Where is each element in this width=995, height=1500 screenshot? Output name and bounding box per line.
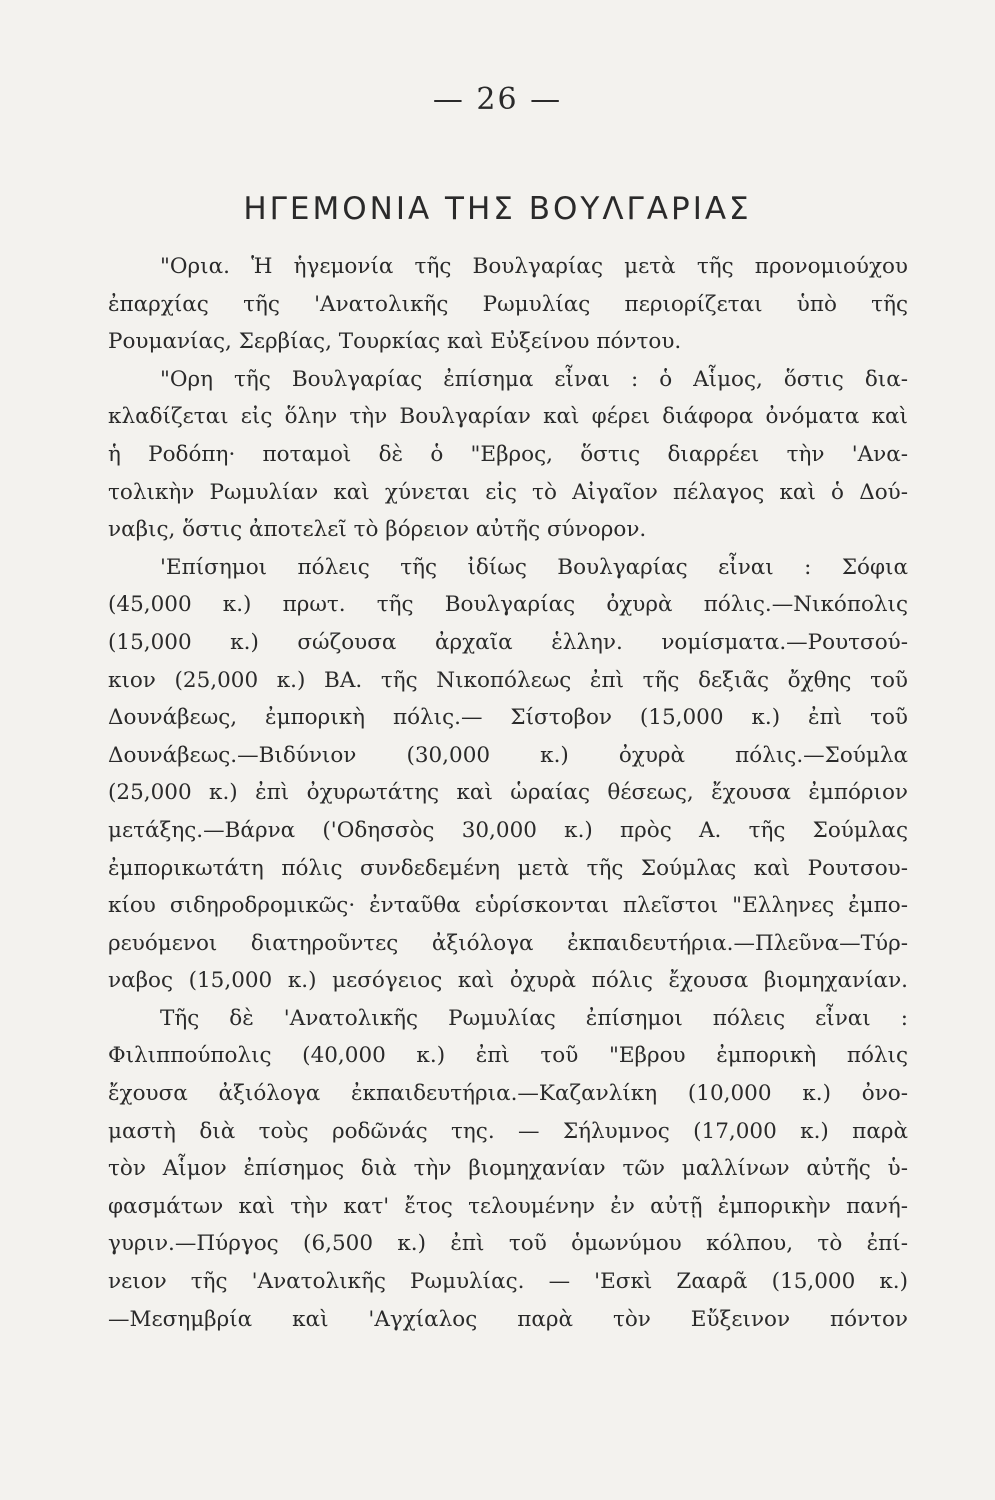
body-text xyxy=(108,248,908,1338)
text-line: κίου σιδηροδρομικῶς· ἐνταῦθα εὑρίσκονται πλεῖστοι "Ελληνες ἐμπο- xyxy=(108,893,908,919)
text-line: ναβος (15,000 κ.) μεσόγειος καὶ ὀχυρὰ πόλις ἔχουσα βιομηχανίαν. xyxy=(108,968,908,994)
text-line: κιον (25,000 κ.) ΒΑ. τῆς Νικοπόλεως ἐπὶ τῆς δεξιᾶς ὄχθης τοῦ xyxy=(108,667,908,693)
text-line: γυριν.—Πύργος (6,500 κ.) ἐπὶ τοῦ ὁμωνύμου κόλπου, τὸ ἐπί- xyxy=(108,1231,908,1257)
text-line: —Μεσημβρία καὶ 'Αγχίαλος παρὰ τὸν Εὔξεινον πόντον xyxy=(108,1306,908,1332)
text-line: Τῆς δὲ 'Ανατολικῆς Ρωμυλίας ἐπίσημοι πόλεις εἶναι : xyxy=(160,1005,908,1031)
text-line: μαστὴ διὰ τοὺς ροδῶνάς της. — Σήλυμνος (17,000 κ.) παρὰ xyxy=(108,1118,908,1144)
text-line: "Ορια. Ἡ ἡγεμονία τῆς Βουλγαρίας μετὰ τῆς προνομιούχου xyxy=(160,254,908,279)
text-line: Ρουμανίας, Σερβίας, Τουρκίας καὶ Εὐξείνου πόντου. xyxy=(108,329,682,355)
text-line: τολικὴν Ρωμυλίαν καὶ χύνεται εἰς τὸ Αἰγαῖον πέλαγος καὶ ὁ Δού- xyxy=(108,479,908,505)
text-line: Δουνάβεως, ἐμπορικὴ πόλις.— Σίστοβον (15,000 κ.) ἐπὶ τοῦ xyxy=(108,705,908,731)
text-line: (25,000 κ.) ἐπὶ ὀχυρωτάτης καὶ ὡραίας θέσεως, ἔχουσα ἐμπόριον xyxy=(108,780,908,806)
text-line: μετάξης.—Βάρνα ('Οδησσὸς 30,000 κ.) πρὸς Α. τῆς Σούμλας xyxy=(108,817,908,843)
text-line: ρευόμενοι διατηροῦντες ἀξιόλογα ἐκπαιδευτήρια.—Πλεῦνα—Τύρ- xyxy=(108,930,908,956)
text-line: ναβις, ὅστις ἀποτελεῖ τὸ βόρειον αὐτῆς σύνορον. xyxy=(108,517,647,543)
text-line: (15,000 κ.) σώζουσα ἀρχαῖα ἑλλην. νομίσματα.—Ρουτσού- xyxy=(108,629,908,655)
text-line: (45,000 κ.) πρωτ. τῆς Βουλγαρίας ὀχυρὰ πόλις.—Νικόπολις xyxy=(108,592,908,618)
text-line: ἔχουσα ἀξιόλογα ἐκπαιδευτήρια.—Καζανλίκη (10,000 κ.) ὀνο- xyxy=(108,1081,908,1107)
page-number: — 26 — xyxy=(432,82,563,117)
text-line: "Ορη τῆς Βουλγαρίας ἐπίσημα εἶναι : ὁ Αἷμος, ὅστις δια- xyxy=(160,366,908,392)
text-line: Δουνάβεως.—Βιδύνιον (30,000 κ.) ὀχυρὰ πόλις.—Σούμλα xyxy=(108,742,908,768)
text-line: τὸν Αἷμον ἐπίσημος διὰ τὴν βιομηχανίαν τῶν μαλλίνων αὐτῆς ὑ- xyxy=(108,1156,908,1182)
text-line: ἐμπορικωτάτη πόλις συνδεδεμένη μετὰ τῆς Σούμλας καὶ Ρουτσου- xyxy=(108,855,908,881)
text-line: νειον τῆς 'Ανατολικῆς Ρωμυλίας. — 'Εσκὶ Ζααρᾶ (15,000 κ.) xyxy=(108,1269,908,1295)
text-line: κλαδίζεται εἰς ὅλην τὴν Βουλγαρίαν καὶ φέρει διάφορα ὀνόματα καὶ xyxy=(108,404,908,430)
text-line: Φιλιππούπολις (40,000 κ.) ἐπὶ τοῦ "Εβρου ἐμπορικὴ πόλις xyxy=(108,1043,908,1069)
text-line: ἐπαρχίας τῆς 'Ανατολικῆς Ρωμυλίας περιορίζεται ὑπὸ τῆς xyxy=(108,291,908,317)
chapter-title: ΗΓΕΜΟΝΙΑ ΤΗΣ ΒΟΥΛΓΑΡΙΑΣ xyxy=(243,190,752,227)
text-line: 'Επίσημοι πόλεις τῆς ἰδίως Βουλγαρίας εἶναι : Σόφια xyxy=(160,554,908,580)
text-line: φασμάτων καὶ τὴν κατ' ἔτος τελουμένην ἐν αὐτῇ ἐμπορικὴν πανή- xyxy=(108,1193,908,1219)
text-line: ἡ Ροδόπη· ποταμοὶ δὲ ὁ "Εβρος, ὅστις διαρρέει τὴν 'Ανα- xyxy=(108,441,908,467)
